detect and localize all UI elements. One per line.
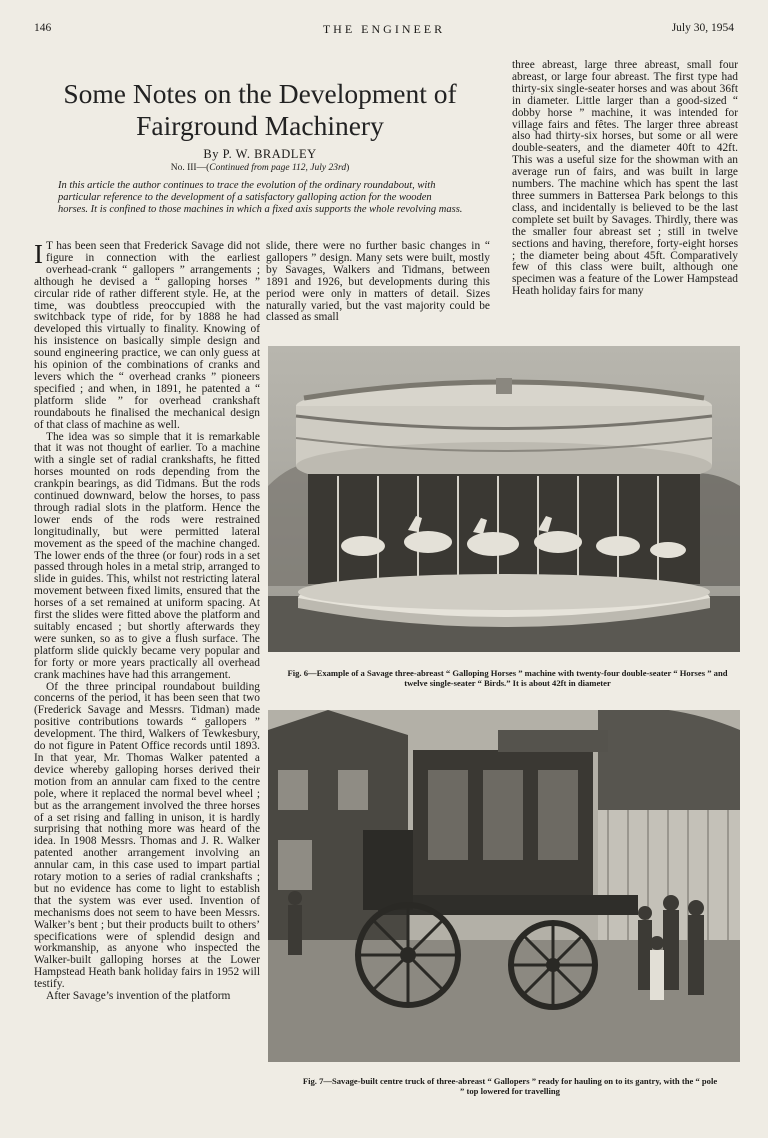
paragraph: The idea was so simple that it is remarkable that it was not thought of earlier. To a machine with a single set of radial crankshafts, he fitted horses mounted on rods depending from the crankpin bearings, as did Tidmans. But the rods continued downward, below the horses, to pass through radial slots in the platform. Hence the lower ends of the rods were restrained longitudinally, but were permitted lateral movement as the speed of the machine changed. The lower ends of the three (or four) rods in a set passed through holes in a metal strip, arranged to slide in guides. This, whilst not restricting lateral movement between fixed limits, ensured that the horses of a set remained at uniform spacing. At first the slides were fitted above the platform and suitably encased ; but shortly afterwards they were sunken, so as to give a flush surface. The platform slide quickly became very popular and for forty or more years practically all overhead crank machines have had this arrangement.	[34, 430, 260, 681]
issue-date: July 30, 1954	[671, 22, 734, 34]
body-column-3	[512, 60, 738, 342]
journal-name: THE ENGINEER	[322, 22, 446, 36]
article-title: Some Notes on the Development of Fairground Machinery	[63, 78, 457, 141]
carousel-illustration	[268, 346, 740, 652]
paragraph: Of the three principal roundabout building concerns of the period, it has been seen that two (Frederick Savage and Messrs. Tidman) made positive contributions towards “ gallopers ” development. The third, Walkers of Tewkesbury, do not figure in Patent Office records until 1893. In that year, Mr. Thomas Walker patented a device whereby galloping horses derived their motion from an annular cam fixed to the centre pole, where it replaced the normal bevel wheel ; but as the arrangement involved the three horses of a set rising and falling in unison, it is hardly surprising that nothing more was heard of the idea. In 1908 Messrs. Thomas and J. R. Walker patented another arrangement involving an annular cam, in this case used to impart partial rotary motion to a series of radial crankshafts ; but no evidence has come to light to establish that the system was ever used. Invention of mechanisms does not seem to have been Messrs. Walker’s bent ; but their products built to others’ specifications were of splendid design and workmanship, as anyone who inspected the Walker-built galloping horses at the Lower Hampstead Heath bank holiday fairs in 1952 will testify.	[34, 680, 260, 991]
continued-note: Continued from page 112, July 23rd	[209, 163, 347, 173]
byline: By P. W. BRADLEY	[203, 147, 317, 161]
series-number	[30, 163, 490, 173]
paragraph: After Savage’s invention of the platform	[46, 990, 231, 1003]
figure-7-centre-truck-photo	[268, 710, 740, 1062]
page-number: 146	[34, 22, 52, 34]
paragraph	[34, 241, 260, 432]
figure-6-caption: Fig. 6—Example of a Savage three-abreast “ Galloping Horses ” machine with twenty-four double-seater “ Horses ” and twelve single-seater “ Birds.” It is about 42ft in diameter	[287, 668, 728, 688]
figure-6-carousel-photo	[268, 346, 740, 652]
centre-truck-illustration	[268, 710, 740, 1062]
series-close: )	[346, 163, 350, 173]
series-label: No. III—(	[170, 163, 210, 173]
body-column-1	[34, 241, 260, 1089]
drop-cap: I	[34, 241, 43, 269]
article-abstract: In this article the author continues to trace the evolution of the ordinary roundabout, with particular reference to the development of a satisfactory galloping action for the wooden horses. It is confined to those machines in which a fixed axis supports the whole revolving mass.	[58, 180, 463, 215]
paragraph-text: T has been seen that Frederick Savage did not figure in connection with the earliest overhead-crank “ gallopers ” arrangements ; although he devised a “ galloping horses ” circular ride of rather different style. He, at the time, was doubtless preoccupied with the switchback type of ride, for by 1888 he had developed this virtually to finality. Knowing of his insistence on basically simple design and sound engineering practice, we can only guess at his opinion of the combinations of cranks and levers which the “ overhead cranks ” pioneers specified ; and when, in 1891, he patented a “ platform slide ” for overhead crankshaft roundabouts he finalised the mechanical design of that class of machine as well.	[34, 241, 260, 431]
body-column-2	[266, 241, 490, 337]
figure-7-caption: Fig. 7—Savage-built centre truck of three-abreast “ Gallopers ” ready for hauling on to its gantry, with the “ pole ” top lowered for travelling	[302, 1076, 718, 1096]
paragraph: three abreast, large three abreast, small four abreast, or large four abreast. The first type had thirty-six single-seater horses and was about 36ft in diameter. Little larger than a good-sized “ dobby horse ” machine, it was intended for village fairs and fêtes. The larger three abreast also had thirty-six horses, but some or all were double-seaters, and the diameter 40ft to 42ft. This was a useful size for the showman with an average run of fairs, and was built in large numbers. The machine which has spent the last three summers in Battersea Park belongs to this class, and incidentally is believed to be the last complete set built by Savages. Thirdly, there was the smaller four abreast set ; still in twelve sections and having, therefore, forty-eight horses ; the diameter being about 45ft. Comparatively few of this class were built, although one specimen was a feature of the Lower Hampstead Heath holiday fairs for many	[512, 60, 738, 298]
paragraph: slide, there were no further basic changes in “ gallopers ” design. Many sets were built, mostly by Savages, Walkers and Tidmans, between 1891 and 1926, but developments during this period were only in matters of detail. Sizes naturally varied, but the vast majority could be classed as small	[266, 241, 490, 324]
